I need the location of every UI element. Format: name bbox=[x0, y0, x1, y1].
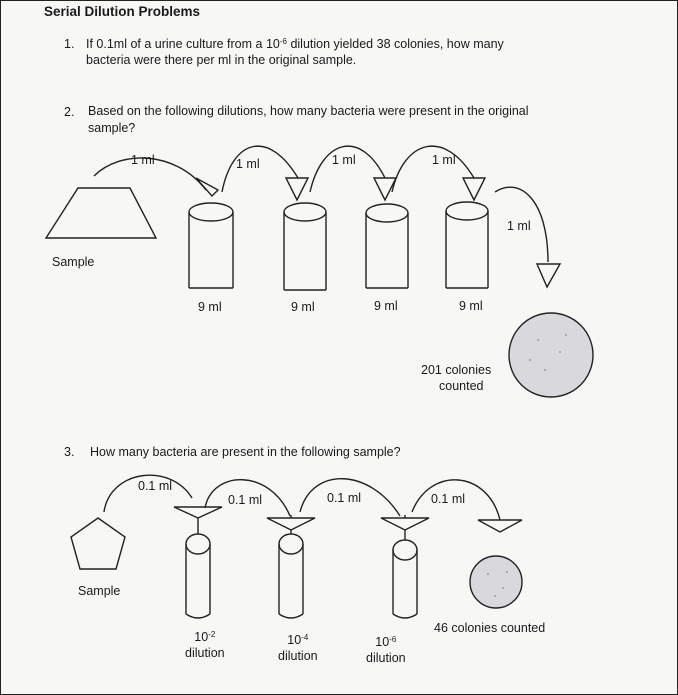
q1-exponent: -6 bbox=[279, 37, 287, 46]
q3-sample-flask bbox=[71, 518, 125, 569]
q2-plate-label-line1: 201 colonies bbox=[421, 363, 492, 377]
q3-agar-plate bbox=[470, 556, 522, 608]
q2-tube-volume-4: 9 ml bbox=[459, 299, 483, 313]
q1-text-part1: If 0.1ml of a urine culture from a 10 bbox=[86, 37, 280, 51]
q3-tube-2 bbox=[267, 515, 315, 618]
q3-dilution-1 bbox=[185, 629, 225, 661]
q2-transfer-label-4: 1 ml bbox=[432, 153, 456, 167]
q3-transfer-label-3: 0.1 ml bbox=[327, 491, 362, 505]
q3-tube-1 bbox=[174, 507, 222, 618]
q2-transfer-label-3: 1 ml bbox=[332, 153, 356, 167]
q2-tube-volume-2: 9 ml bbox=[291, 300, 315, 314]
q2-tube-volume-1: 9 ml bbox=[198, 300, 222, 314]
q1-text-line2: bacteria were there per ml in the original sample. bbox=[86, 53, 357, 67]
q2-transfer-label-5: 1 ml bbox=[507, 219, 531, 233]
q3-dilution-1-exp: -2 bbox=[208, 630, 216, 639]
q2-transfer-label-2: 1 ml bbox=[236, 157, 260, 171]
q3-dilution-2-word: dilution bbox=[278, 649, 318, 663]
q2-number: 2. bbox=[64, 105, 75, 119]
q3-transfer-label-4: 0.1 ml bbox=[431, 492, 466, 506]
q3-dilution-1-base: 10 bbox=[194, 630, 209, 644]
q3-dilution-2 bbox=[278, 632, 318, 664]
q2-tube-volume-3: 9 ml bbox=[374, 299, 398, 313]
q3-plate-label: 46 colonies counted bbox=[434, 621, 546, 635]
q3-text: How many bacteria are present in the following sample? bbox=[90, 445, 401, 459]
q1-number: 1. bbox=[64, 37, 75, 51]
q3-dilution-1-word: dilution bbox=[185, 646, 225, 660]
page-title: Serial Dilution Problems bbox=[44, 4, 201, 19]
q2-text-line2: sample? bbox=[88, 121, 136, 135]
q2-transfer-label-1: 1 ml bbox=[131, 153, 155, 167]
q3-sample-label: Sample bbox=[78, 584, 121, 598]
q3-transfer-label-2: 0.1 ml bbox=[228, 493, 263, 507]
q3-dilution-3-exp: -6 bbox=[389, 635, 397, 644]
q2-text-line1: Based on the following dilutions, how many bacteria were present in the original bbox=[88, 104, 529, 118]
q3-number: 3. bbox=[64, 445, 75, 459]
q2-plate-label-line2: counted bbox=[439, 379, 484, 393]
q3-dilution-2-exp: -4 bbox=[301, 633, 309, 642]
q3-transfer-label-1: 0.1 ml bbox=[138, 479, 173, 493]
q3-dilution-3-base: 10 bbox=[375, 635, 390, 649]
q1-text-part2: dilution yielded 38 colonies, how many bbox=[286, 37, 504, 51]
q2-sample-label: Sample bbox=[52, 255, 95, 269]
q3-dilution-3 bbox=[366, 634, 406, 666]
q3-tube-3 bbox=[381, 515, 429, 618]
q3-dilution-2-base: 10 bbox=[287, 633, 302, 647]
q3-dilution-3-word: dilution bbox=[366, 651, 406, 665]
